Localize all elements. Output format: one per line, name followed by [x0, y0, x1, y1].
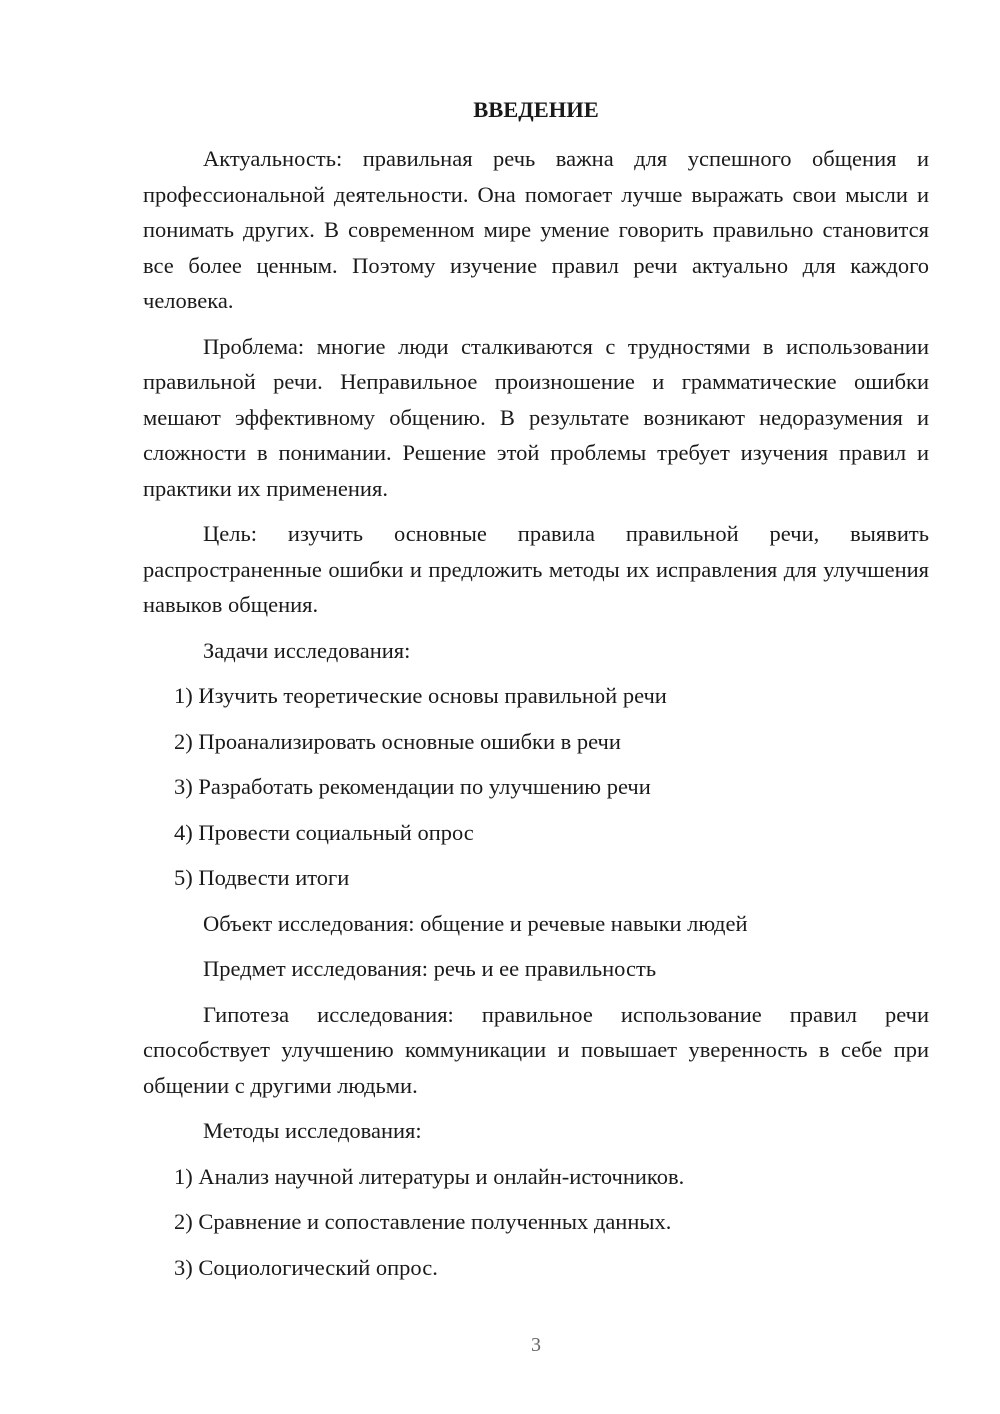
problem-paragraph: Проблема: многие люди сталкиваются с трудностями в использовании правильной речи. Неправильное произношение и грамматические ошибки мешают эффективному общению. В результате возникают недоразумения и сложности в понимании. Решение этой проблемы требует изучения правил и практики их применения. — [143, 333, 929, 501]
object-paragraph: Объект исследования: общение и речевые навыки людей — [203, 910, 748, 936]
tasks-list — [143, 678, 929, 896]
page-number: 3 — [531, 1334, 541, 1356]
list-item: 4) Провести социальный опрос — [174, 819, 474, 845]
methods-heading: Методы исследования: — [203, 1118, 422, 1143]
relevance-paragraph: Актуальность: правильная речь важна для успешного общения и профессиональной деятельности. Она помогает лучше выражать свои мысли и понимать других. В современном мире умение говорить правильно становится все более ценным. Поэтому изучение правил речи актуально для каждого человека. — [143, 146, 929, 313]
list-item: 5) Подвести итоги — [174, 865, 350, 890]
list-item: 2) Проанализировать основные ошибки в речи — [174, 728, 621, 754]
list-item: 1) Анализ научной литературы и онлайн-источников. — [174, 1163, 685, 1189]
hypothesis-paragraph: Гипотеза исследования: правильное использование правил речи способствует улучшению коммуникации и повышает уверенность в себе при общении с другими людьми. — [143, 1001, 929, 1098]
list-item: 2) Сравнение и сопоставление полученных данных. — [174, 1209, 672, 1234]
goal-paragraph: Цель: изучить основные правила правильной речи, выявить распространенные ошибки и предложить методы их исправления для улучшения навыков общения. — [143, 521, 929, 617]
list-item: 1) Изучить теоретические основы правильной речи — [174, 683, 667, 708]
tasks-heading: Задачи исследования: — [203, 637, 411, 663]
methods-list — [143, 1159, 929, 1286]
list-item: 3) Социологический опрос. — [174, 1254, 438, 1280]
section-title: ВВЕДЕНИЕ — [473, 97, 599, 122]
subject-paragraph: Предмет исследования: речь и ее правильность — [203, 956, 657, 981]
document-body — [143, 92, 929, 1295]
list-item: 3) Разработать рекомендации по улучшению речи — [174, 774, 651, 799]
